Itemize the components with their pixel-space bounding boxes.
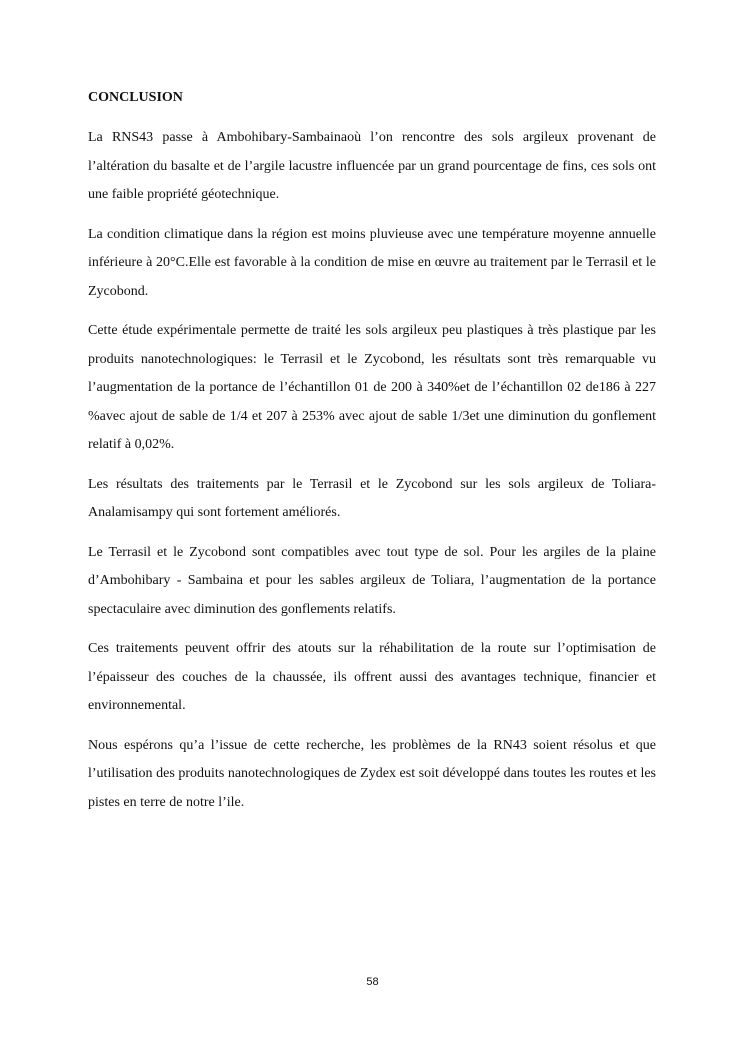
- body-text: [88, 124, 656, 828]
- paragraph-1: La RNS43 passe à Ambohibary-Sambainaoù l’on rencontre des sols argileux provenant de l’altération du basalte et de l’argile lacustre influencée par un grand pourcentage de fins, ces sols ont une faible propriété géotechnique.: [88, 130, 656, 202]
- paragraph-5: Le Terrasil et le Zycobond sont compatibles avec tout type de sol. Pour les argiles de la plaine d’Ambohibary - Sambaina et pour les sables argileux de Toliara, l’augmentation de la portance spectaculaire avec diminution des gonflements relatifs.: [88, 544, 656, 617]
- section-heading: CONCLUSION: [88, 90, 183, 105]
- paragraph-7: Nous espérons qu’a l’issue de cette recherche, les problèmes de la RN43 soient résolus et que l’utilisation des produits nanotechnologiques de Zydex est soit développé dans toutes les routes et les pistes en terre de notre l’ile.: [88, 737, 656, 810]
- paragraph-2: La condition climatique dans la région est moins pluvieuse avec une température moyenne annuelle inférieure à 20°C.Elle est favorable à la condition de mise en œuvre au traitement par le Terrasil et le Zycobond.: [88, 226, 656, 299]
- page-number: 58: [366, 976, 379, 988]
- paragraph-4: Les résultats des traitements par le Terrasil et le Zycobond sur les sols argileux de Toliara-Analamisampy qui sont fortement améliorés.: [88, 476, 656, 520]
- paragraph-6: Ces traitements peuvent offrir des atouts sur la réhabilitation de la route sur l’optimisation de l’épaisseur des couches de la chaussée, ils offrent aussi des avantages technique, financier et environnemental.: [88, 641, 656, 713]
- paragraph-3: Cette étude expérimentale permette de traité les sols argileux peu plastiques à très plastique par les produits nanotechnologiques: le Terrasil et le Zycobond, les résultats sont très remarquable vu l’augmentation de la portance de l’échantillon 01 de 200 à 340%et de l’échantillon 02 de186 à 227 %avec ajout de sable de 1/4 et 207 à 253% avec ajout de sable 1/3et une diminution du gonflement relatif à 0,02%.: [88, 323, 656, 452]
